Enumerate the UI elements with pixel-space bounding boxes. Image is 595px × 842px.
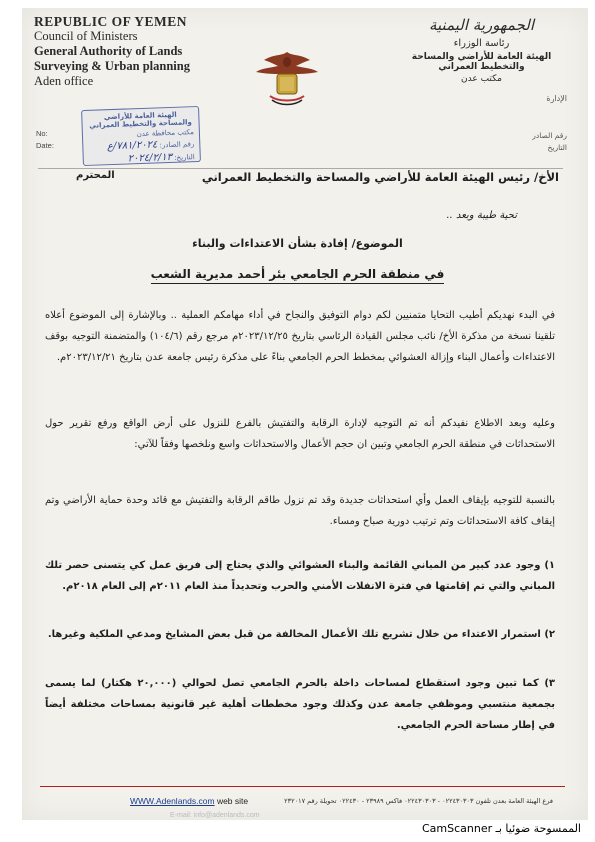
reference-block-ar [532, 130, 567, 154]
stamp-number-row [88, 138, 194, 153]
outgoing-stamp [81, 106, 201, 166]
footer-contact: فرع الهيئة العامة بعدن تلفون ٠٢٢٤٣٠٣٠٣ - ٠٢٢٤٣٠٣٠٣ فاكس ٢٣٩٨٩ - ٠٢٢٤٣٠ تحويلة رقم ٢٣٢٠١٧ [284, 797, 553, 805]
paragraph-findings: وعليه وبعد الاطلاع نفيدكم أنه تم التوجيه لإدارة الرقابة والتفتيش بالفرع للنزول على أرض الواقع ورفع تقرير حول الاستحداثات في منطقة الحرم الجامعي وتبين ان حجم الأعمال والاستحداثات واسع ونلخصها وفقاً للآتي: [45, 418, 555, 450]
republic-name-ar: الجمهورية اليمنية [428, 16, 534, 34]
stamp-number-value: ٧٨١/٢٠٢٤/ع [106, 139, 158, 153]
english-letterhead [34, 14, 224, 89]
stamp-title: الهيئة العامة للأراضي والمساحة والتخطيط العمراني [89, 110, 192, 130]
addressee: الأخ/ رئيس الهيئة العامة للأراضي والمساحة والتخطيط العمراني [201, 170, 559, 184]
authority-name-en: General Authority of Lands [34, 44, 183, 58]
paragraph-stop-work: بالنسبة للتوجيه بإيقاف العمل وأي استحداثات جديدة وقد تم نزول طاقم الرقابة والتفتيش مع قائد وحدة حماية الأراضي وتم إيقاف كافة الاستحداثات وتم ترتيب دورية صباح ومساء. [45, 495, 555, 527]
ref-no-label-ar: رقم الصادر [532, 131, 567, 140]
reference-block-en [36, 128, 54, 152]
subject-location [0, 267, 595, 281]
republic-name-en: REPUBLIC OF YEMEN [34, 14, 188, 29]
honorific: المحترم [76, 170, 115, 181]
paragraph-intro: في البدء نهديكم أطيب التحايا متمنيين لكم دوام التوفيق والنجاح في أداء مهامكم العملية .. وبالإشارة إلى الموضوع أعلاه تلقينا نسخة من مذكرة الأخ/ نائب مجلس القيادة الرئاسي بتاريخ ٢٠٢٣/١٢/٢٥م مرجع رقم (١٠٤/٦) والمتضمنة التوجيه بوقف الاعتداءات وأعمال البناء وإزالة العشوائي بمخطط الحرم الجامعي بناءً على مذكرة رئيس جامعة عدن بتاريخ ٢٠٢٣/١٢/٢١م. [45, 310, 555, 363]
office-name-en: Aden office [34, 74, 94, 88]
footer-web [130, 796, 248, 806]
ministry-name-ar: رئاسة الوزراء [453, 38, 510, 49]
website-link[interactable]: WWW.Adenlands.com [130, 796, 215, 806]
website-label: web site [216, 796, 249, 806]
camscanner-watermark: الممسوحة ضوئيا بـ CamScanner [421, 822, 581, 835]
footer-email: E-mail: info@adenlands.com [170, 812, 260, 819]
list-item-1: ١) وجود عدد كبير من المباني القائمة والبناء العشوائي والذي يحتاج إلى فريق عمل كي يتسنى حصر تلك المباني والتي تم إقامتها في فترة الانفلات الأمني والحرب وتحديداً منذ العام ٢٠١١م إلى العام ٢٠١٨م. [45, 560, 555, 592]
admin-label: الإدارة [546, 94, 567, 103]
stamp-date-value: ٢٠٢٤/٢/١٣ [127, 151, 173, 165]
authority-name-ar: الهيئة العامة للأراضي والمساحة والتخطيط العمراني [411, 52, 552, 72]
ref-no-label: No: [36, 129, 48, 138]
list-item-2: ٢) استمرار الاعتداء من خلال تشريع تلك الأعمال المخالفة من قبل بعض المشايخ ومدعي الملكية وغيرها. [47, 629, 555, 640]
yemen-eagle-emblem [252, 46, 322, 110]
subject-location-text: في منطقة الحرم الجامعي بئر أحمد مديرية الشعب [151, 267, 445, 284]
subject-line: الموضوع/ إفادة بشأن الاعتداءات والبناء [192, 237, 403, 250]
ref-date-label: Date: [36, 141, 54, 150]
arabic-letterhead [394, 16, 569, 84]
header-divider [38, 168, 563, 169]
stamp-office: مكتب محافظة عدن [136, 128, 195, 139]
ref-date-label-ar: التاريخ [547, 143, 567, 152]
stamp-date-label: التاريخ: [174, 153, 195, 162]
list-item-3: ٣) كما تبين وجود استقطاع لمساحات داخلة بالحرم الجامعي تصل لحوالي (٢٠,٠٠٠ هكتار) لما يسمى بجمعية منتسبي وموظفي جامعة عدن وكذلك وجود مخططات أهلية غير قانونية بمساحات مختلفة أيضاً في إطار مساحة الحرم الجامعي. [45, 678, 555, 731]
department-name-en: Surveying & Urban planning [34, 59, 190, 73]
office-name-ar: مكتب عدن [461, 74, 502, 84]
greeting: تحية طيبة وبعد .. [446, 210, 517, 221]
footer-rule [40, 786, 565, 787]
stamp-number-label: رقم الصادر: [159, 140, 195, 150]
council-name-en: Council of Ministers [34, 29, 138, 43]
